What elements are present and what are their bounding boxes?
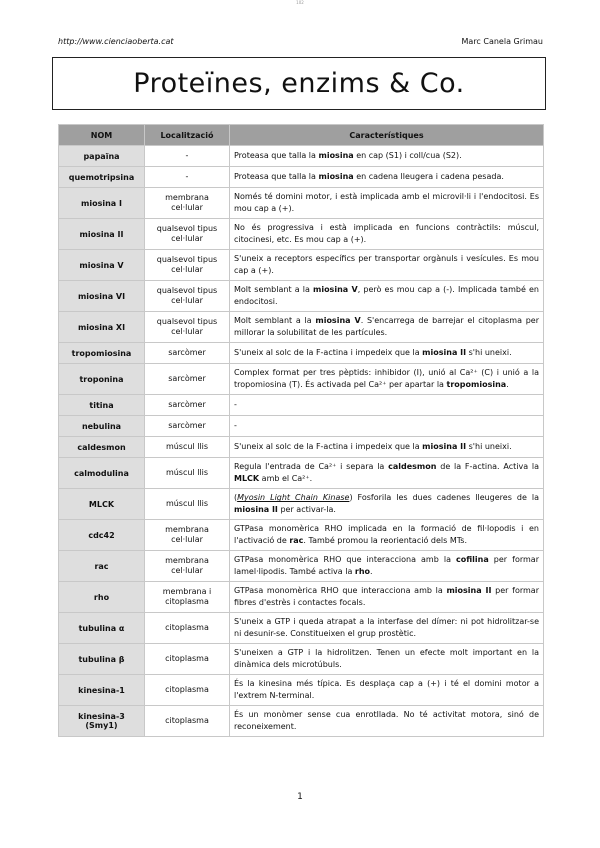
description-text: per formar fibres d'estrès i contactes focals. xyxy=(234,586,539,607)
protein-name-cell xyxy=(59,219,145,250)
column-header-characteristics: Característiques xyxy=(230,125,544,146)
location-text: membrana xyxy=(165,525,209,534)
characteristics-cell xyxy=(230,343,544,364)
characteristics-cell xyxy=(230,312,544,343)
characteristics-cell xyxy=(230,551,544,582)
title-box xyxy=(52,57,546,110)
description-text: s'hi uneixi. xyxy=(466,348,512,358)
protein-name-cell xyxy=(59,250,145,281)
highlighted-term: miosina V xyxy=(312,285,358,295)
location-text: cel·lular xyxy=(171,535,203,544)
highlighted-term: rho xyxy=(354,567,371,576)
table-row xyxy=(59,188,544,219)
location-text: múscul llis xyxy=(165,499,209,508)
location-text: qualsevol tipus xyxy=(156,224,218,233)
column-header-name: NOM xyxy=(59,125,145,146)
protein-name-cell xyxy=(59,281,145,312)
protein-name: miosina II xyxy=(79,229,124,239)
location-text: cel·lular xyxy=(171,296,203,305)
protein-name: MLCK xyxy=(88,499,115,509)
protein-name: rac xyxy=(94,561,109,571)
protein-name: tubulina α xyxy=(78,623,125,633)
characteristics-cell xyxy=(230,146,544,167)
protein-name-cell xyxy=(59,644,145,675)
protein-name-cell xyxy=(59,706,145,737)
location-text: citoplasma xyxy=(165,597,209,606)
location-text: múscul llis xyxy=(165,468,209,477)
description-text: de la F-actina. Activa la xyxy=(436,462,539,472)
description-text: No és progressiva i està implicada en funcions contràctils: múscul, citocinesi, etc. Es mou cap a (+). xyxy=(234,223,539,244)
location-cell xyxy=(145,167,230,188)
description-text: , però es mou cap a (-). Implicada també en endocitosi. xyxy=(234,285,539,306)
description-text: s'hi uneixi. xyxy=(466,442,512,452)
description-text: S'uneix al solc de la F-actina i impedeix que la xyxy=(234,348,423,358)
location-text: cel·lular xyxy=(171,265,203,274)
characteristics-cell xyxy=(230,613,544,644)
protein-table xyxy=(58,124,544,737)
highlighted-term: miosina II xyxy=(422,442,467,452)
description-text: GTPasa monomèrica RHO que interacciona amb la xyxy=(234,586,447,596)
characteristics-cell xyxy=(230,188,544,219)
table-row xyxy=(59,250,544,281)
description-text: . S'encarrega de barrejar el citoplasma per millorar la solubilitat de les partícules. xyxy=(234,316,540,337)
table-row xyxy=(59,416,544,437)
location-cell xyxy=(145,675,230,706)
highlighted-term: miosina II xyxy=(422,348,467,358)
characteristics-cell xyxy=(230,644,544,675)
protein-name: miosina V xyxy=(79,260,124,270)
table-row xyxy=(59,281,544,312)
page-header xyxy=(58,37,543,49)
description-text: en cadena lleugera i cadena pesada. xyxy=(353,172,504,182)
protein-name: cdc42 xyxy=(88,530,115,540)
location-cell xyxy=(145,312,230,343)
description-text: GTPasa monomèrica RHO que interacciona amb la xyxy=(234,555,457,565)
description-text: . xyxy=(506,380,509,389)
table-row xyxy=(59,458,544,489)
table-row xyxy=(59,706,544,737)
protein-name: kinesina-3 xyxy=(78,712,125,721)
location-cell xyxy=(145,520,230,551)
table-row xyxy=(59,644,544,675)
location-text: sarcòmer xyxy=(168,348,206,357)
characteristics-cell xyxy=(230,364,544,395)
protein-name: quemotripsina xyxy=(68,172,135,182)
location-text: qualsevol tipus xyxy=(156,286,218,295)
location-cell xyxy=(145,489,230,520)
highlighted-term: cofilina xyxy=(456,555,489,565)
table-row xyxy=(59,437,544,458)
highlighted-term: MLCK xyxy=(234,474,260,483)
table-row xyxy=(59,146,544,167)
protein-name-cell xyxy=(59,582,145,613)
highlighted-term: tropomiosina xyxy=(446,380,507,389)
description-text: . xyxy=(370,567,373,576)
description-text: S'uneix a GTP i queda atrapat a la interfase del dímer: ni pot hidrolitzar-se ni desunir-se. Constitueixen el grup prostètic. xyxy=(234,617,539,638)
protein-name-cell xyxy=(59,437,145,458)
top-mark: 102 xyxy=(296,0,304,5)
highlighted-term: miosina xyxy=(318,172,354,182)
location-cell xyxy=(145,281,230,312)
protein-name: caldesmon xyxy=(77,442,126,452)
characteristics-cell xyxy=(230,520,544,551)
characteristics-cell xyxy=(230,675,544,706)
table-body xyxy=(59,146,544,737)
protein-name: nebulina xyxy=(81,421,122,431)
description-text: S'uneixen a GTP i la hidrolitzen. Tenen un efecte molt important en la dinàmica dels microtúbuls. xyxy=(234,648,539,669)
highlighted-term: miosina V xyxy=(315,316,361,326)
protein-name-cell xyxy=(59,146,145,167)
location-text: citoplasma xyxy=(165,716,209,725)
characteristics-cell xyxy=(230,250,544,281)
highlighted-term: miosina II xyxy=(446,586,492,596)
highlighted-term: rac xyxy=(289,536,304,545)
location-text: sarcòmer xyxy=(168,421,206,430)
table-header-row xyxy=(59,125,544,146)
location-text: cel·lular xyxy=(171,327,203,336)
location-text: sarcòmer xyxy=(168,374,206,383)
description-text: amb el Ca²⁺. xyxy=(259,474,313,483)
characteristics-cell xyxy=(230,489,544,520)
location-cell xyxy=(145,551,230,582)
protein-name: troponina xyxy=(79,374,124,384)
description-text: ( xyxy=(234,493,238,503)
description-text: per activar-la. xyxy=(277,505,336,514)
protein-name: rho xyxy=(93,592,110,602)
header-url[interactable]: http://www.cienciaoberta.cat xyxy=(58,37,174,46)
protein-name-cell xyxy=(59,343,145,364)
description-text: S'uneix a receptors específics per transportar orgànuls i vesícules. Es mou cap a (+). xyxy=(234,254,539,275)
location-text: qualsevol tipus xyxy=(156,317,218,326)
description-text: Només té domini motor, i està implicada amb el microvil·li i l'endocitosi. Es mou cap a (+). xyxy=(234,192,539,213)
location-text: - xyxy=(185,151,189,160)
highlighted-term: miosina xyxy=(318,151,354,161)
page-title: Proteïnes, enzims & Co. xyxy=(133,68,465,99)
table-row xyxy=(59,395,544,416)
protein-name: calmodulina xyxy=(74,468,129,478)
table-row xyxy=(59,312,544,343)
protein-name-cell xyxy=(59,551,145,582)
location-cell xyxy=(145,416,230,437)
protein-name: papaïna xyxy=(83,151,120,161)
location-text: membrana xyxy=(165,556,209,565)
location-text: sarcòmer xyxy=(168,400,206,409)
protein-name: tropomiosina xyxy=(71,348,132,358)
protein-name-cell xyxy=(59,167,145,188)
location-text: cel·lular xyxy=(171,566,203,575)
table-row xyxy=(59,520,544,551)
location-text: membrana i xyxy=(162,587,212,596)
location-cell xyxy=(145,343,230,364)
location-cell xyxy=(145,219,230,250)
location-text: citoplasma xyxy=(165,685,209,694)
characteristics-cell xyxy=(230,706,544,737)
location-text: qualsevol tipus xyxy=(156,255,218,264)
characteristics-cell xyxy=(230,437,544,458)
description-text: Complex format per tres pèptids: inhibidor (I), unió al Ca²⁺ (C) i unió a la tropomiosina (T). És activada pel Ca²⁺ per apartar la xyxy=(234,368,539,389)
description-text: ) Fosforila les dues cadenes lleugeres de la xyxy=(349,493,539,503)
location-text: membrana xyxy=(165,193,209,202)
description-text: per formar lamel·lipodis. També activa la xyxy=(234,555,539,576)
location-cell xyxy=(145,250,230,281)
protein-name-cell xyxy=(59,312,145,343)
description-text: És la kinesina més típica. Es desplaça cap a (+) i té el domini motor a l'extrem N-terminal. xyxy=(234,679,539,700)
table-row xyxy=(59,167,544,188)
protein-name-cell xyxy=(59,613,145,644)
location-cell xyxy=(145,458,230,489)
location-text: cel·lular xyxy=(171,234,203,243)
protein-name-cell xyxy=(59,188,145,219)
header-author: Marc Canela Grimau xyxy=(461,37,543,46)
protein-name: (Smy1) xyxy=(85,721,118,730)
table-row xyxy=(59,582,544,613)
protein-name: tubulina β xyxy=(78,654,125,664)
description-text: Proteasa que talla la xyxy=(234,172,319,182)
description-text: - xyxy=(234,400,237,410)
location-cell xyxy=(145,613,230,644)
highlighted-term: caldesmon xyxy=(388,462,437,472)
characteristics-cell xyxy=(230,416,544,437)
protein-name-cell xyxy=(59,416,145,437)
table-row xyxy=(59,219,544,250)
description-text: Molt semblant a la xyxy=(234,285,313,295)
characteristics-cell xyxy=(230,582,544,613)
table-row xyxy=(59,343,544,364)
location-text: múscul llis xyxy=(165,442,209,451)
protein-name: miosina I xyxy=(81,198,122,208)
page-number: 1 xyxy=(297,792,303,802)
location-cell xyxy=(145,644,230,675)
protein-name: titina xyxy=(89,400,114,410)
protein-name: kinesina-1 xyxy=(78,685,125,695)
description-text: Regula l'entrada de Ca²⁺ i separa la xyxy=(234,462,389,472)
italic-term: Myosin Light Chain Kinase xyxy=(237,493,350,503)
table-row xyxy=(59,613,544,644)
protein-name-cell xyxy=(59,395,145,416)
table-row xyxy=(59,551,544,582)
location-cell xyxy=(145,582,230,613)
highlighted-term: miosina II xyxy=(234,505,278,514)
protein-name: miosina XI xyxy=(77,322,126,332)
table-row xyxy=(59,489,544,520)
protein-name-cell xyxy=(59,520,145,551)
protein-name-cell xyxy=(59,458,145,489)
location-cell xyxy=(145,188,230,219)
description-text: S'uneix al solc de la F-actina i impedeix que la xyxy=(234,442,423,452)
protein-name-cell xyxy=(59,675,145,706)
location-cell xyxy=(145,437,230,458)
characteristics-cell xyxy=(230,458,544,489)
description-text: Molt semblant a la xyxy=(234,316,316,326)
location-cell xyxy=(145,146,230,167)
location-cell xyxy=(145,395,230,416)
location-cell xyxy=(145,706,230,737)
location-text: cel·lular xyxy=(171,203,203,212)
protein-name: miosina VI xyxy=(77,291,126,301)
characteristics-cell xyxy=(230,281,544,312)
description-text: És un monòmer sense cua enrotllada. No té activitat motora, sinó de reconeixement. xyxy=(234,710,539,731)
location-cell xyxy=(145,364,230,395)
characteristics-cell xyxy=(230,219,544,250)
description-text: GTPasa monomèrica RHO implicada en la formació de fil·lopodis i en l'activació de xyxy=(234,524,539,545)
description-text: Proteasa que talla la xyxy=(234,151,319,161)
table-row xyxy=(59,364,544,395)
characteristics-cell xyxy=(230,395,544,416)
location-text: citoplasma xyxy=(165,654,209,663)
location-text: citoplasma xyxy=(165,623,209,632)
description-text: - xyxy=(234,421,237,431)
protein-name-cell xyxy=(59,489,145,520)
table-row xyxy=(59,675,544,706)
description-text: . També promou la reorientació dels MTs. xyxy=(303,536,468,545)
protein-name-cell xyxy=(59,364,145,395)
column-header-location: Localització xyxy=(145,125,230,146)
description-text: en cap (S1) i coll/cua (S2). xyxy=(353,151,462,161)
characteristics-cell xyxy=(230,167,544,188)
location-text: - xyxy=(185,172,189,181)
